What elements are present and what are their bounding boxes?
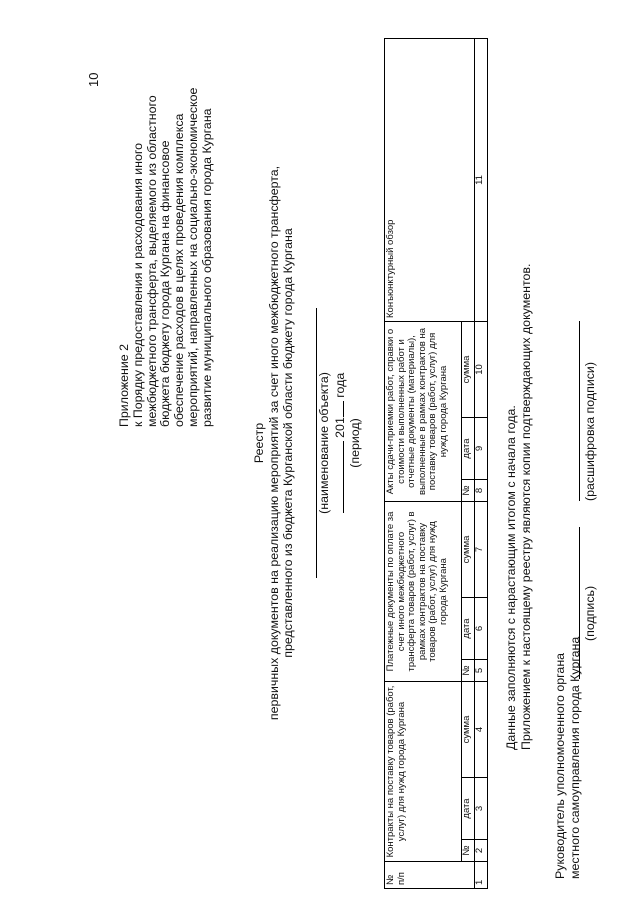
sub-no: № [462, 840, 475, 862]
object-name-line [302, 308, 317, 578]
col-number: 4 [475, 681, 488, 777]
register-title: Реестр [252, 422, 266, 464]
sub-date: дата [462, 597, 475, 659]
header-contracts: Контракты на поставку товаров (работ, услуг) для нужд города Кургана [385, 681, 462, 861]
col-number: 6 [475, 597, 488, 659]
register-subtitle-line: представленного из бюджета Курганской области бюджету города Кургана [281, 228, 295, 658]
header-num: № п/п [385, 862, 475, 889]
register-title-block [252, 161, 362, 725]
table-number-row [475, 38, 488, 888]
col-number: 9 [475, 417, 488, 479]
col-number: 5 [475, 659, 488, 681]
note-line: Данные заполняются с нарастающим итогом с начала года. [504, 405, 518, 750]
year-blank-line [331, 401, 344, 417]
period-row [331, 161, 348, 725]
signature-line [579, 527, 580, 679]
col-number: 3 [475, 778, 488, 840]
header-review: Конъюнктурный обзор [385, 38, 475, 321]
year-suffix: года [333, 372, 347, 398]
appendix-line: к Порядку предоставления и расходования иного [130, 142, 145, 427]
appendix-line: развитие муниципального образования города Кургана [199, 108, 214, 427]
register-table [384, 38, 488, 889]
col-number: 8 [475, 479, 488, 501]
sub-sum: сумма [462, 501, 475, 597]
appendix-line: бюджета бюджету города Кургана на финансовое [158, 140, 173, 427]
appendix-line: обеспечение расходов в целях проведения комплекса [172, 113, 187, 427]
name-caption: (расшифровка подписи) [583, 362, 597, 501]
period-blank-line [331, 441, 344, 513]
appendix-line: межбюджетного трансферта, выделяемого из областного [144, 95, 159, 427]
sub-date: дата [462, 417, 475, 479]
header-payments: Платежные документы по оплате за счет иного межбюджетного трансферта товаров (работ, услуг) в рамках контрактов на поставку товаров (работ, услуг) для нужд города Кургана [385, 501, 462, 681]
sub-date: дата [462, 778, 475, 840]
register-subtitle-line: первичных документов на реализацию мероприятий за счет иного межбюджетного трансферта, [266, 165, 281, 721]
note-line: Приложением к настоящему реестру являются копии подтверждающих документов. [519, 263, 533, 750]
signature-caption: (подпись) [583, 585, 597, 641]
page-number: 10 [86, 72, 101, 87]
table-header-row [385, 38, 462, 888]
signature-block [553, 79, 613, 879]
year-prefix: 201 [333, 417, 347, 438]
col-number: 1 [475, 862, 488, 889]
notes-block [504, 264, 534, 750]
period-caption: (период) [347, 418, 362, 468]
appendix-header [118, 37, 215, 427]
col-number: 11 [475, 38, 488, 321]
header-acts: Акты сдачи-приемки работ, справки о стоимости выполненных работ и отчетные документы (материалы), выполненные в рамках контрактов на поставку товаров (работ, услуг) для нужд города Кургана [385, 321, 462, 501]
signer-title-line: Руководитель уполномоченного органа [553, 652, 567, 879]
col-number: 10 [475, 321, 488, 417]
appendix-heading: Приложение 2 [117, 343, 131, 427]
name-line [579, 321, 580, 501]
sub-no: № [462, 659, 475, 681]
sub-sum: сумма [462, 681, 475, 777]
sub-sum: сумма [462, 321, 475, 417]
col-number: 2 [475, 840, 488, 862]
object-name-caption: (наименование объекта) [316, 372, 331, 514]
sub-no: № [462, 479, 475, 501]
signer-title-line: местного самоуправления города Кургана [568, 636, 582, 879]
appendix-line: мероприятий, направленных на социально-экономическое [185, 87, 200, 427]
col-number: 7 [475, 501, 488, 597]
